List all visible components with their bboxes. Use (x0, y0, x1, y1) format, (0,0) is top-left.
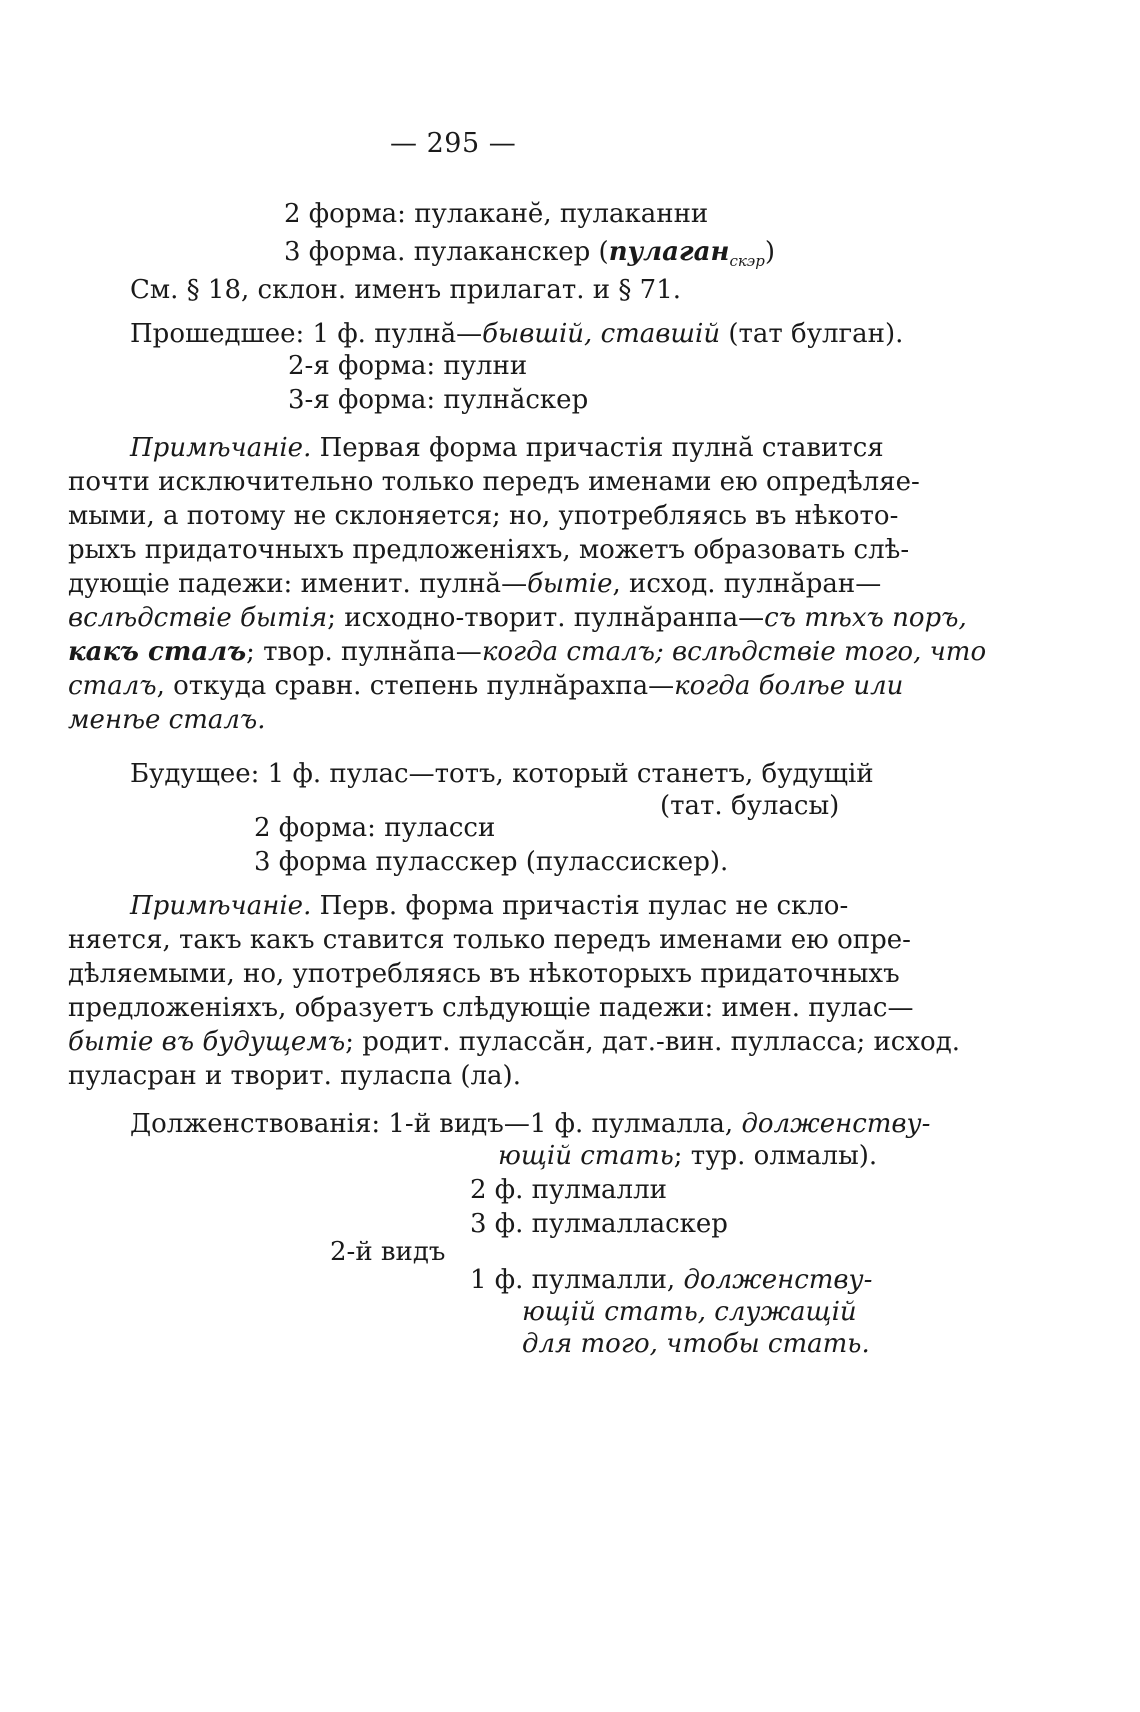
obligative-l8-gloss: для того, чтобы стать. (522, 1329, 870, 1359)
note1-l5-pre: дующіе падежи: именит. пулнă— (68, 569, 528, 599)
obligative-line-4 (470, 1208, 728, 1240)
present-form3-label: 3 форма. пулаканскер ( (284, 237, 609, 267)
note1-l7-gloss2: когда сталъ; вслѣдствіе того, что (481, 637, 987, 667)
present-form2-line (284, 198, 708, 230)
see-also-line (130, 274, 681, 306)
note1-heading: Примѣчаніе. (130, 433, 312, 463)
note2-l5-gloss: бытіе въ будущемъ (68, 1027, 346, 1057)
obligative-l6-gloss: долженству- (683, 1265, 873, 1295)
note1-line-3 (68, 500, 898, 532)
note1-l1-text: Первая форма причастія пулнă ставится (311, 433, 884, 463)
note1-line-2 (68, 466, 920, 498)
note1-l7-mid: ; твор. пулнăпа— (246, 637, 482, 667)
past-form1-gloss: бывшій, ставшій (482, 319, 721, 349)
note1-l6-mid: ; исходно-творит. пулнăранпа— (327, 603, 765, 633)
obligative-l5-text: 2-й видъ (330, 1237, 446, 1267)
present-form2-text: 2 форма: пулаканĕ, пулаканни (284, 199, 709, 229)
future-form1-text: Будущее: 1 ф. пулас—тотъ, который станетъ, будущій (130, 759, 874, 789)
note1-l6-gloss2: съ тѣхъ поръ, (764, 603, 967, 633)
note1-line-7 (68, 636, 986, 668)
obligative-l1-gloss: долженству- (741, 1109, 931, 1139)
obligative-l4-text: 3 ф. пулмалласкер (470, 1209, 728, 1239)
note2-line-3 (68, 958, 900, 990)
note2-l2-text: няется, такъ какъ ставится только передъ именами ею опре- (68, 925, 911, 955)
note2-line-6 (68, 1060, 521, 1092)
note2-l4-text: предложеніяхъ, образуетъ слѣдующіе падежи: имен. пулас— (68, 993, 914, 1023)
future-form3-line (254, 846, 728, 878)
note1-line-1 (130, 432, 884, 464)
note1-l9-gloss: менѣе сталъ. (68, 705, 266, 735)
note1-l6-gloss: вслѣдствіе бытія (68, 603, 328, 633)
obligative-l1-pre: Долженствованія: 1-й видъ—1 ф. пулмалла, (130, 1109, 742, 1139)
obligative-l2-gloss: ющій стать (498, 1141, 674, 1171)
past-form2-line (288, 350, 527, 382)
note1-l3-text: мыми, а потому не склоняется; но, употребляясь въ нѣкото- (68, 501, 899, 531)
note2-l3-text: дѣляемыми, но, употребляясь въ нѣкоторыхъ придаточныхъ (68, 959, 900, 989)
past-form3-text: 3-я форма: пулнăскер (288, 385, 589, 415)
note1-l2-text: почти исключительно только передъ именами ею опредѣляе- (68, 467, 920, 497)
note1-l4-text: рыхъ придаточныхъ предложеніяхъ, можетъ образовать слѣ- (68, 535, 910, 565)
note1-l7-gloss: какъ сталъ (68, 637, 247, 667)
note1-line-4 (68, 534, 909, 566)
note2-l5-rest: ; родит. пуласcăн, дат.-вин. пулласса; исход. (345, 1027, 960, 1057)
past-form1-label: Прошедшее: 1 ф. пулнă— (130, 319, 483, 349)
obligative-line-5 (330, 1236, 445, 1268)
note2-heading: Примѣчаніе. (130, 891, 312, 921)
note2-l1-text: Перв. форма причастія пулас не скло- (311, 891, 849, 921)
obligative-l6-pre: 1 ф. пулмалли, (470, 1265, 684, 1295)
note1-line-6 (68, 602, 967, 634)
future-form1-cont-line (660, 790, 839, 822)
note2-l6-text: пуласран и творит. пуласпа (ла). (68, 1061, 521, 1091)
page-number (390, 128, 516, 160)
note2-line-1 (130, 890, 848, 922)
note1-l8-mid: , откуда сравн. степень пулнăрахпа— (156, 671, 675, 701)
obligative-l7-gloss: ющій стать, служащій (522, 1297, 857, 1327)
note2-line-2 (68, 924, 911, 956)
page-number-text: — 295 — (390, 128, 517, 159)
past-form3-line (288, 384, 588, 416)
note2-line-4 (68, 992, 913, 1024)
note1-l5-post: , исход. пулнăран— (612, 569, 882, 599)
note1-l5-gloss: бытіе (527, 569, 613, 599)
obligative-line-6 (470, 1264, 872, 1296)
future-form2-text: 2 форма: пуласси (254, 813, 496, 843)
note1-line-5 (68, 568, 881, 600)
note1-l8-gloss: сталъ (68, 671, 157, 701)
future-form1-tatar: (тат. буласы) (660, 791, 840, 821)
obligative-l2-rest: ; тур. олмалы). (673, 1141, 878, 1171)
note1-l8-gloss2: когда болѣе или (674, 671, 904, 701)
note1-line-9 (68, 704, 266, 736)
obligative-line-1 (130, 1108, 930, 1140)
obligative-l3-text: 2 ф. пулмалли (470, 1175, 667, 1205)
see-also-text: См. § 18, склон. именъ прилагат. и § 71. (130, 275, 682, 305)
present-form3-close: ) (764, 237, 775, 267)
future-form1-line (130, 758, 874, 790)
future-form2-line (254, 812, 495, 844)
obligative-line-2 (498, 1140, 877, 1172)
past-form2-text: 2-я форма: пулни (288, 351, 528, 381)
present-form3-line (284, 236, 775, 268)
obligative-line-7 (522, 1296, 857, 1328)
obligative-line-8 (522, 1328, 870, 1360)
obligative-line-3 (470, 1174, 667, 1206)
past-form1-line (130, 318, 903, 350)
note2-line-5 (68, 1026, 960, 1058)
present-form3-tatar: пулаган (608, 237, 730, 267)
past-form1-tatar: (тат булган). (720, 319, 904, 349)
present-form3-subscript: скэр (729, 252, 765, 270)
note1-line-8 (68, 670, 903, 702)
future-form3-text: 3 форма пуласскер (пулассискер). (254, 847, 729, 877)
